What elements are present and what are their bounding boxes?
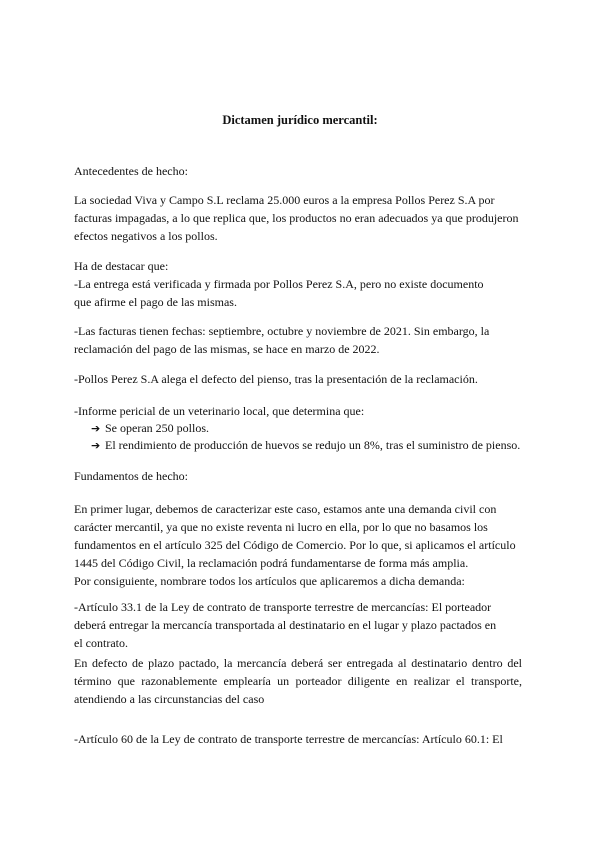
- text-line: -Las facturas tienen fechas: septiembre, octubre y noviembre de 2021. Sin embargo, la: [74, 324, 490, 338]
- text-line: La sociedad Viva y Campo S.L reclama 25.000 euros a la empresa Pollos Perez S.A por: [74, 193, 495, 207]
- section-heading-antecedentes: Antecedentes de hecho:: [74, 164, 188, 178]
- paragraph-articulo-60: -Artículo 60 de la Ley de contrato de transporte terrestre de mercancías: Artículo 60.1: El: [74, 732, 503, 746]
- paragraph-informe: -Informe pericial de un veterinario local, que determina que:: [74, 404, 365, 418]
- paragraph-plazo: En defecto de plazo pactado, la mercancía deberá ser entregada al destinatario dentro del término que razonablemente emplearía un porteador diligente en realizar el transporte, atendiendo a las circunstancias del caso: [74, 656, 522, 706]
- section-heading-fundamentos: Fundamentos de hecho:: [74, 469, 188, 483]
- bullet-text: Se operan 250 pollos.: [105, 421, 209, 435]
- text-line: que afirme el pago de las mismas.: [74, 295, 237, 309]
- bullet-text: El rendimiento de producción de huevos se redujo un 8%, tras el suministro de pienso.: [105, 438, 521, 452]
- paragraph-destacar: [74, 257, 484, 311]
- arrow-right-icon: ➔: [91, 439, 101, 452]
- text-line: deberá entregar la mercancía transportada al destinatario en el lugar y plazo pactados en: [74, 618, 497, 632]
- paragraph-articulo-33: [74, 598, 496, 652]
- text-line: Por consiguiente, nombrare todos los artículos que aplicaremos a dicha demanda:: [74, 574, 465, 588]
- paragraph-intro: [74, 191, 519, 245]
- paragraph-caracterizacion: [74, 500, 516, 590]
- bullet-item: [91, 436, 520, 455]
- paragraph-pienso: -Pollos Perez S.A alega el defecto del pienso, tras la presentación de la reclamación.: [74, 372, 478, 386]
- text-line: carácter mercantil, ya que no existe reventa ni lucro en ella, por lo que no basamos los: [74, 520, 488, 534]
- document-title: Dictamen jurídico mercantil:: [222, 113, 378, 127]
- text-line: -Artículo 33.1 de la Ley de contrato de transporte terrestre de mercancías: El porteador: [74, 600, 492, 614]
- text-line: facturas impagadas, a lo que replica que, los productos no eran adecuados ya que produjeron: [74, 211, 519, 225]
- text-line: reclamación del pago de las mismas, se hace en marzo de 2022.: [74, 342, 380, 356]
- paragraph-facturas: [74, 322, 489, 358]
- text-line: Ha de destacar que:: [74, 259, 169, 273]
- text-line: -La entrega está verificada y firmada por Pollos Perez S.A, pero no existe documento: [74, 277, 484, 291]
- text-line: fundamentos en el artículo 325 del Código de Comercio. Por lo que, si aplicamos el artículo: [74, 538, 516, 552]
- arrow-right-icon: ➔: [91, 422, 101, 435]
- text-line: el contrato.: [74, 636, 128, 650]
- text-line: En primer lugar, debemos de caracterizar este caso, estamos ante una demanda civil con: [74, 502, 497, 516]
- text-line: efectos negativos a los pollos.: [74, 229, 218, 243]
- text-line: 1445 del Código Civil, la reclamación podrá fundamentarse de forma más amplia.: [74, 556, 469, 570]
